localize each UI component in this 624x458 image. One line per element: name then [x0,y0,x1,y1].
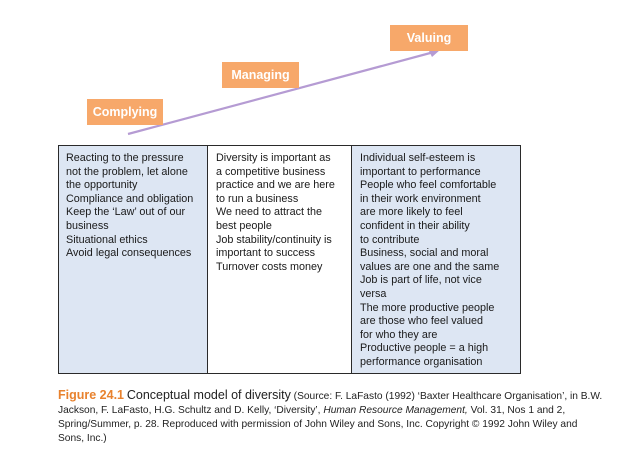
column-valuing [352,146,520,373]
column-line: to contribute [360,233,420,246]
column-line: Avoid legal consequences [66,247,192,260]
figure-source-continued: Vol. 31, Nos 1 and 2, Spring/Summer, p. 28. Reproduced with permission of John Wiley and Sons, Inc. Copyright © 1992 John Wiley and Sons, Inc.) [58,405,578,444]
column-line: performance organisation [360,355,483,368]
column-line: are more likely to feel [360,206,463,219]
column-line: Reacting to the pressure [66,152,184,164]
column-line: Diversity is important as [216,152,331,164]
column-line: The more productive people [360,301,495,314]
column-line: Situational ethics [66,233,148,246]
column-complying [59,146,208,373]
column-line: the opportunity [66,179,138,192]
column-line: for who they are [360,328,438,341]
column-line: Turnover costs money [216,260,323,273]
figure-label: Figure 24.1 [58,388,124,402]
figure-source: (Source: F. LaFasto (1992) ‘Baxter Healthcare Organisation’, in B.W. Jackson, F. LaFasto, H.G. Schultz and D. Kelly, ‘Diversity’, [58,391,603,416]
column-managing [208,146,352,373]
column-line: Job stability/continuity is [216,233,332,246]
column-line: We need to attract the [216,206,323,219]
column-line: not the problem, let alone [66,165,188,178]
column-line: versa [360,287,387,300]
column-line: Compliance and obligation [66,192,194,205]
diversity-model-table [58,145,521,374]
column-line: a competitive business [216,165,326,178]
column-line: practice and we are here [216,179,335,192]
column-line: confident in their ability [360,219,470,232]
stage-complying: Complying [87,99,163,125]
stage-valuing: Valuing [390,25,468,51]
column-line: Individual self-esteem is [360,152,476,164]
figure-caption [58,388,606,446]
column-line: in their work environment [360,192,481,205]
figure-title: Conceptual model of diversity [126,388,291,402]
column-line: Keep the ‘Law’ out of our [66,206,186,219]
column-line: Productive people = a high [360,342,489,355]
column-line: best people [216,219,272,232]
column-line: Job is part of life, not vice [360,274,482,287]
stage-managing: Managing [222,62,299,88]
journal-title: Human Resource Management, [323,405,468,416]
column-line: Business, social and moral [360,247,489,260]
column-line: important to performance [360,165,481,178]
column-line: values are one and the same [360,260,500,273]
column-line: People who feel comfortable [360,179,497,192]
column-line: business [66,219,109,232]
column-line: to run a business [216,192,299,205]
column-line: are those who feel valued [360,315,484,328]
column-line: important to success [216,247,316,260]
